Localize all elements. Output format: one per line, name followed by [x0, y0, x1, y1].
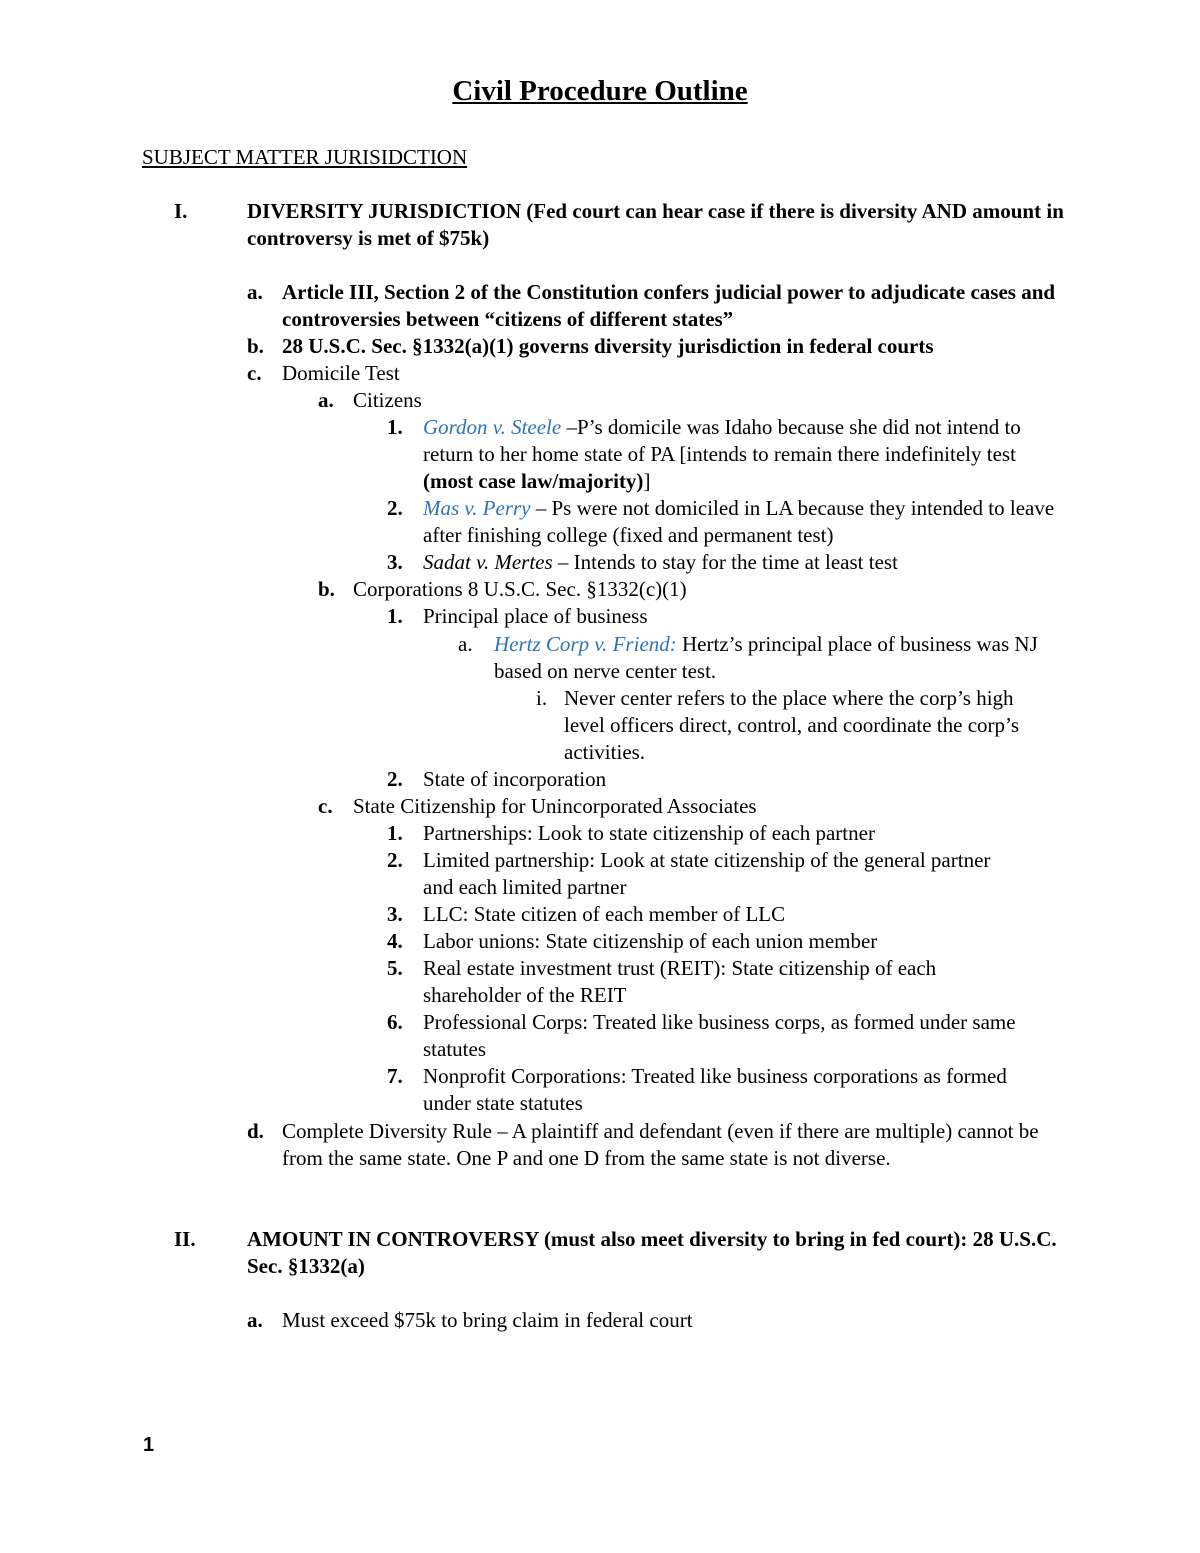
- item-marker: 7.: [387, 1064, 403, 1088]
- item-marker: i.: [536, 686, 548, 710]
- outline-item-ii-a: [247, 1307, 1072, 1334]
- item-text: Labor unions: State citizenship of each union member: [423, 929, 878, 953]
- item-marker: 1.: [387, 821, 403, 845]
- item-text: Citizens: [353, 388, 422, 412]
- outline-item-i-c: [247, 360, 1072, 387]
- page-number: 1: [143, 1434, 155, 1456]
- outline-item-i: [174, 198, 1077, 252]
- item-text: Principal place of business: [423, 604, 648, 628]
- outline-item-unincorporated: [318, 793, 1053, 820]
- outline-item-i-a: [247, 279, 1072, 333]
- item-text: Complete Diversity Rule – A plaintiff and defendant (even if there are multiple) cannot be from the same state. One P and one D from the same state is not diverse.: [282, 1119, 1039, 1170]
- item-emphasis: (most case law/majority): [423, 469, 644, 493]
- item-text: Partnerships: Look to state citizenship of each partner: [423, 821, 875, 845]
- item-text: DIVERSITY JURISDICTION (Fed court can hear case if there is diversity AND amount in controversy is met of $75k): [247, 199, 1064, 250]
- item-marker: 3.: [387, 550, 403, 574]
- item-marker: 6.: [387, 1010, 403, 1034]
- outline-item-gordon: [387, 414, 1048, 495]
- outline-item-sadat: [387, 549, 1063, 576]
- outline-item-limited-partnership: [387, 847, 1003, 901]
- item-marker: a.: [247, 280, 263, 304]
- item-marker: c.: [318, 794, 333, 818]
- item-text: – Ps were not domiciled in LA because they intended to leave after finishing college (fixed and permanent test): [423, 496, 1055, 547]
- item-text: Limited partnership: Look at state citizenship of the general partner and each limited partner: [423, 848, 991, 899]
- outline-item-professional-corps: [387, 1009, 1043, 1063]
- outline-item-hertz: [458, 631, 1054, 685]
- item-text: State Citizenship for Unincorporated Associates: [353, 794, 757, 818]
- item-marker: a.: [318, 388, 334, 412]
- item-marker: a.: [458, 632, 473, 656]
- item-marker: 2.: [387, 767, 403, 791]
- outline-item-complete-diversity: [247, 1118, 1042, 1172]
- outline-item-principal-place: [387, 603, 1063, 630]
- item-marker: I.: [174, 199, 188, 223]
- outline-item-ii: [174, 1226, 1077, 1280]
- page-title: Civil Procedure Outline: [452, 75, 748, 107]
- outline-item-i-b: [247, 333, 1072, 360]
- item-marker: a.: [247, 1308, 263, 1332]
- section-heading: SUBJECT MATTER JURISIDCTION: [142, 145, 468, 169]
- item-text: Domicile Test: [282, 361, 400, 385]
- item-text: –P’s domicile was Idaho because she did not intend to return to her home state of PA [intends to remain there indefinitely test: [423, 415, 1021, 466]
- outline-item-state-incorporation: [387, 766, 1063, 793]
- item-text: Real estate investment trust (REIT): State citizenship of each shareholder of the REIT: [423, 956, 937, 1007]
- case-name: Gordon v. Steele: [423, 415, 562, 439]
- case-name: Sadat v. Mertes: [423, 550, 553, 574]
- item-text: 28 U.S.C. Sec. §1332(a)(1) governs diversity jurisdiction in federal courts: [282, 334, 934, 358]
- outline-item-nerve-center: [536, 685, 1039, 766]
- outline-item-llc: [387, 901, 1023, 928]
- item-marker: d.: [247, 1119, 264, 1143]
- item-marker: 5.: [387, 956, 403, 980]
- outline-item-citizens: [318, 387, 1053, 414]
- item-marker: c.: [247, 361, 262, 385]
- item-marker: 2.: [387, 848, 403, 872]
- item-text: Corporations 8 U.S.C. Sec. §1332(c)(1): [353, 577, 687, 601]
- item-text: Must exceed $75k to bring claim in federal court: [282, 1308, 693, 1332]
- item-marker: 2.: [387, 496, 403, 520]
- item-marker: 4.: [387, 929, 403, 953]
- item-text-end: ]: [643, 469, 651, 493]
- item-marker: 1.: [387, 415, 403, 439]
- outline-item-partnerships: [387, 820, 1023, 847]
- item-text: LLC: State citizen of each member of LLC: [423, 902, 786, 926]
- outline-item-corporations: [318, 576, 1053, 603]
- item-text: – Intends to stay for the time at least test: [552, 550, 898, 574]
- outline-item-nonprofit: [387, 1063, 1013, 1117]
- item-marker: 1.: [387, 604, 403, 628]
- item-marker: 3.: [387, 902, 403, 926]
- outline-item-mas: [387, 495, 1063, 549]
- item-marker: b.: [318, 577, 335, 601]
- item-text: Nonprofit Corporations: Treated like business corporations as formed under state statutes: [423, 1064, 1007, 1115]
- item-marker: b.: [247, 334, 264, 358]
- outline-item-labor-unions: [387, 928, 1023, 955]
- case-name: Hertz Corp v. Friend:: [494, 632, 677, 656]
- case-name: Mas v. Perry: [423, 496, 531, 520]
- item-text: Hertz’s principal place of business was NJ based on nerve center test.: [494, 632, 1038, 683]
- item-text: Professional Corps: Treated like business corps, as formed under same statutes: [423, 1010, 1016, 1061]
- item-marker: II.: [174, 1227, 196, 1251]
- item-text: Never center refers to the place where the corp’s high level officers direct, control, and coordinate the corp’s activities.: [564, 686, 1020, 764]
- item-text: State of incorporation: [423, 767, 607, 791]
- item-text: AMOUNT IN CONTROVERSY (must also meet diversity to bring in fed court): 28 U.S.C. Sec. §1332(a): [247, 1227, 1057, 1278]
- outline-item-reit: [387, 955, 1013, 1009]
- item-text: Article III, Section 2 of the Constitution confers judicial power to adjudicate cases and controversies between “citizens of different states”: [282, 280, 1056, 331]
